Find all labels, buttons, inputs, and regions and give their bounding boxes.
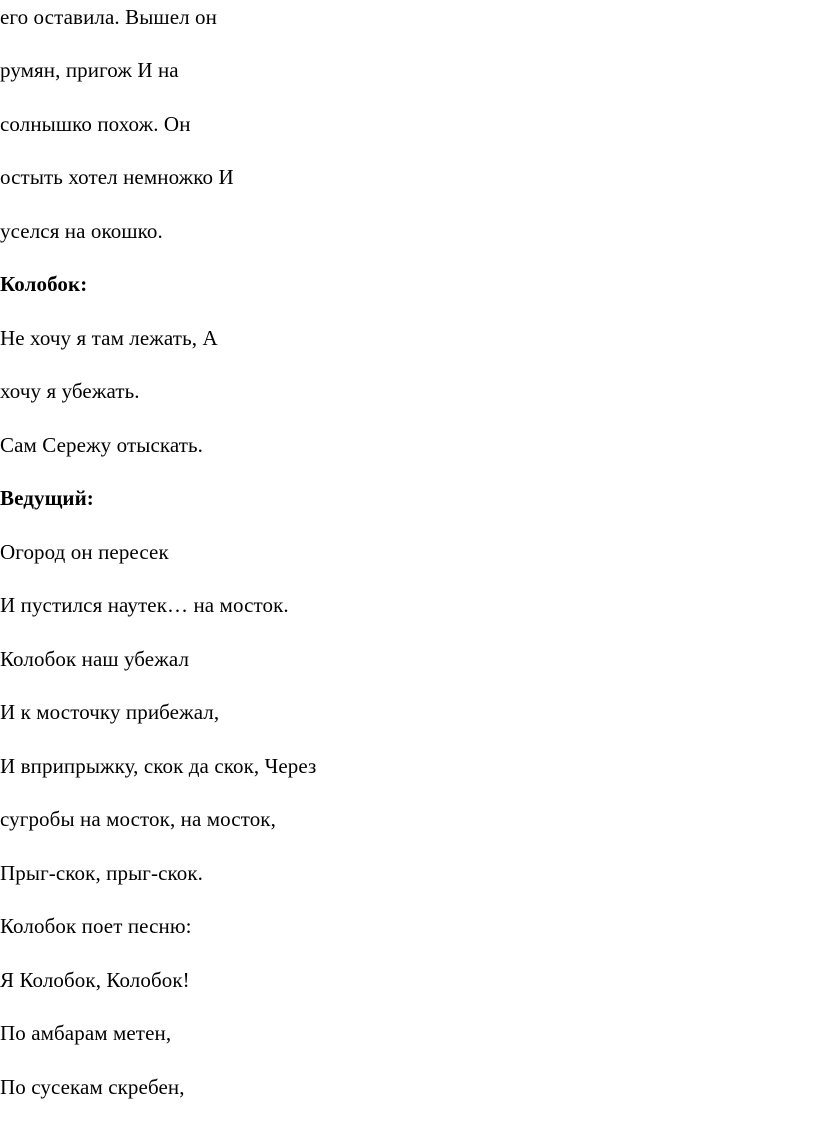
text-line: Не хочу я там лежать, А bbox=[0, 326, 218, 350]
text-line: Колобок наш убежал bbox=[0, 647, 190, 671]
text-line: остыть хотел немножко И bbox=[0, 165, 234, 189]
text-line: Сам Сережу отыскать. bbox=[0, 433, 204, 457]
text-line: По амбарам метен, bbox=[0, 1021, 172, 1045]
text-line: его оставила. Вышел он bbox=[0, 5, 217, 29]
text-line: Колобок поет песню: bbox=[0, 914, 192, 938]
text-line: солнышко похож. Он bbox=[0, 112, 191, 136]
text-line: Я Колобок, Колобок! bbox=[0, 968, 190, 992]
speaker-heading-kolobok: Колобок: bbox=[0, 272, 88, 296]
text-line: И пустился наутек… на мосток. bbox=[0, 593, 289, 617]
text-line: румян, пригож И на bbox=[0, 58, 179, 82]
text-line: уселся на окошко. bbox=[0, 219, 163, 243]
text-line: хочу я убежать. bbox=[0, 379, 140, 403]
text-line: Огород он пересек bbox=[0, 540, 169, 564]
text-line: Прыг-скок, прыг-скок. bbox=[0, 861, 204, 885]
text-line: И к мосточку прибежал, bbox=[0, 700, 220, 724]
text-line: И вприпрыжку, скок да скок, Через bbox=[0, 754, 317, 778]
text-line: По сусекам скребен, bbox=[0, 1075, 185, 1099]
text-line: сугробы на мосток, на мосток, bbox=[0, 807, 276, 831]
speaker-heading-narrator: Ведущий: bbox=[0, 486, 94, 510]
